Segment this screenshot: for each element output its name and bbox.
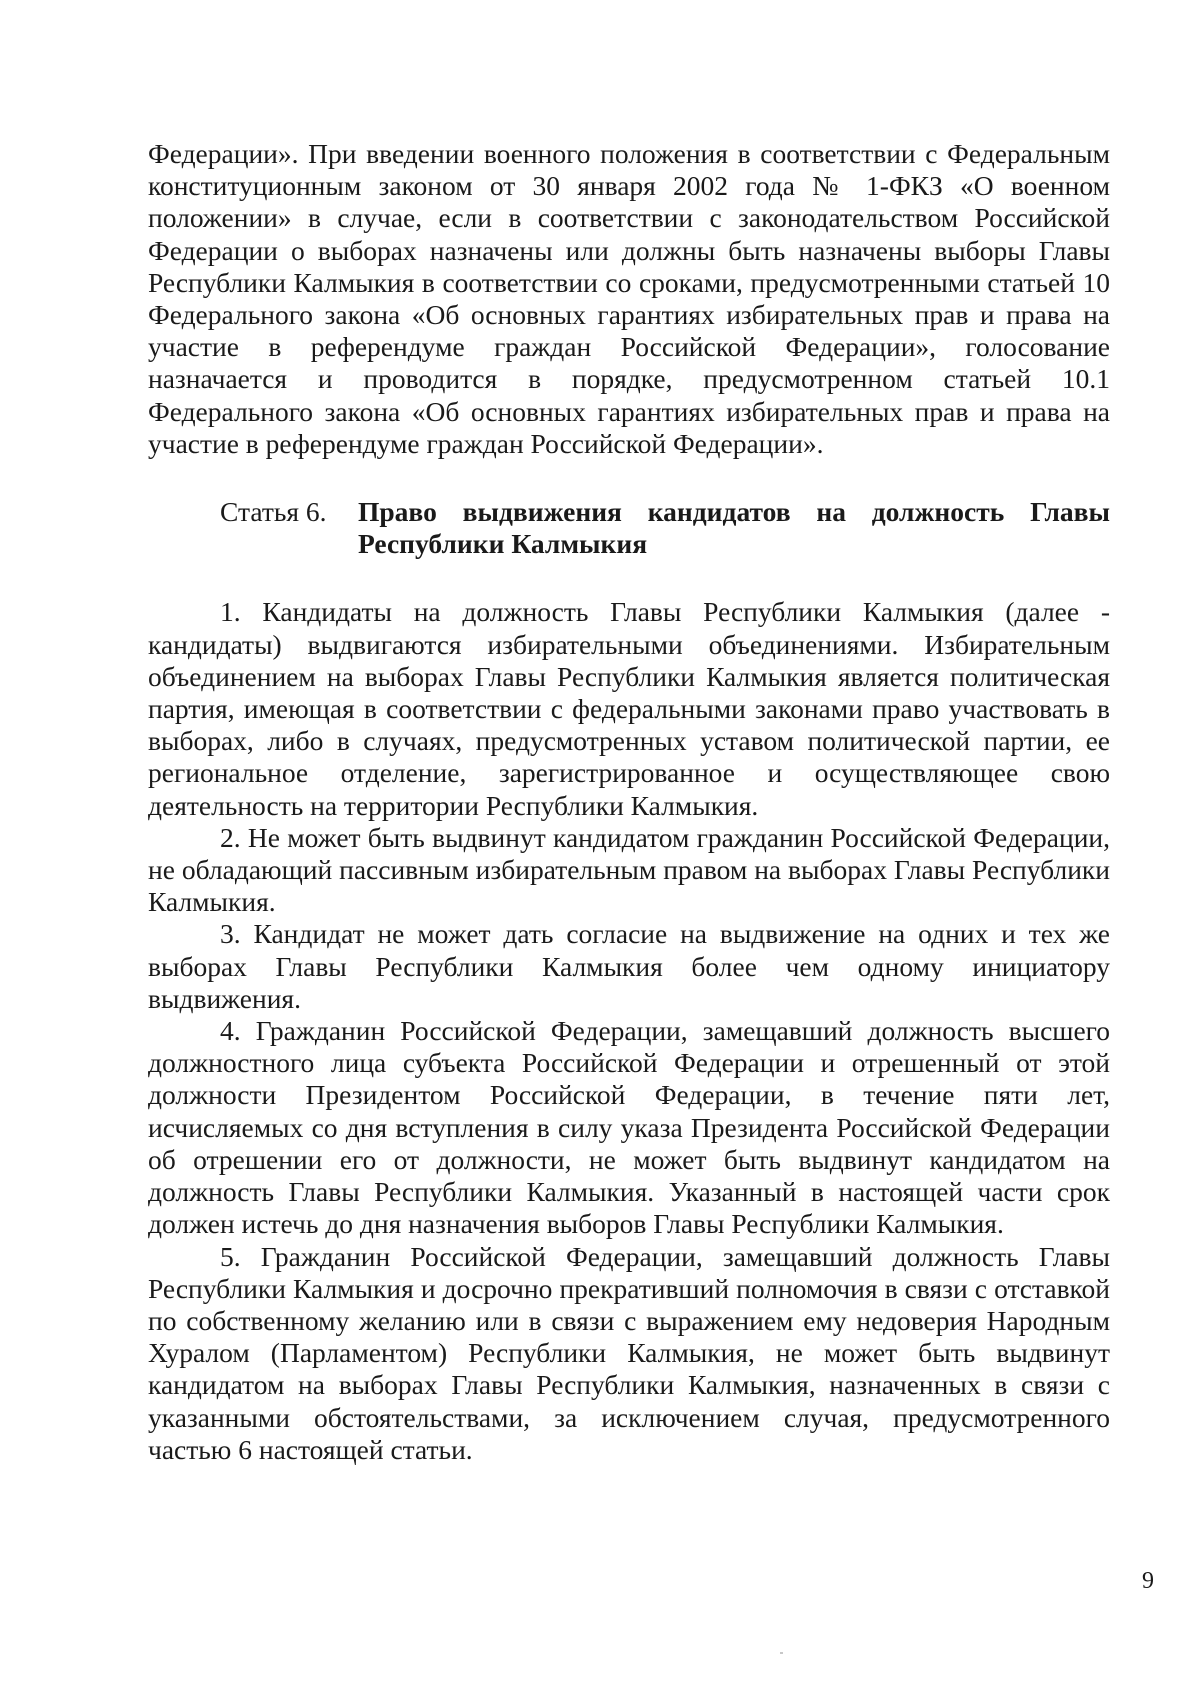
paragraph-4: 4. Гражданин Российской Федерации, замещавший должность высшего должностного лица субъекта Российской Федерации и отрешенный от этой должности Президентом Российской Федерации, в течение пяти лет, исчисляемых со дня вступления в силу указа Президента Российской Федерации об отрешении его от должности, не может быть выдвинут кандидатом на должность Главы Республики Калмыкия. Указанный в настоящей части срок должен истечь до дня назначения выборов Главы Республики Калмыкия. <box>148 1015 1110 1240</box>
page-number: 9 <box>1142 1568 1154 1594</box>
article-heading <box>148 496 1110 560</box>
article-number: Статья 6. <box>220 496 327 528</box>
paragraph-2: 2. Не может быть выдвинут кандидатом гражданин Российской Федерации, не обладающий пассивным избирательным правом на выборах Главы Республики Калмыкия. <box>148 821 1110 918</box>
paragraph-5: 5. Гражданин Российской Федерации, замещавший должность Главы Республики Калмыкия и досрочно прекративший полномочия в связи с отставкой по собственному желанию или в связи с выражением ему недоверия Народным Хуралом (Парламентом) Республики Калмыкия, не может быть выдвинут кандидатом на выборах Главы Республики Калмыкия, назначенных в связи с указанными обстоятельствами, за исключением случая, предусмотренного частью 6 настоящей статьи. <box>148 1240 1110 1465</box>
paragraph-3: 3. Кандидат не может дать согласие на выдвижение на одних и тех же выборах Главы Республики Калмыкия более чем одному инициатору выдвижения. <box>148 918 1110 1014</box>
paragraph-1: 1. Кандидаты на должность Главы Республики Калмыкия (далее - кандидаты) выдвигаются избирательными объединениями. Избирательным объединением на выборах Главы Республики Калмыкия является политическая партия, имеющая в соответствии с федеральными законами право участвовать в выборах, либо в случаях, предусмотренных уставом политической партии, ее региональное отделение, зарегистрированное и осуществляющее свою деятельность на территории Республики Калмыкия. <box>148 596 1110 821</box>
intro-paragraph: Федерации». При введении военного положения в соответствии с Федеральным конституционным законом от 30 января 2002 года № 1-ФКЗ «О военном положении» в случае, если в соответствии с законодательством Российской Федерации о выборах назначены или должны быть назначены выборы Главы Республики Калмыкия в соответствии со сроками, предусмотренными статьей 10 Федерального закона «Об основных гарантиях избирательных прав и права на участие в референдуме граждан Российской Федерации», голосование назначается и проводится в порядке, предусмотренном статьей 10.1 Федерального закона «Об основных гарантиях избирательных прав и права на участие в референдуме граждан Российской Федерации». <box>148 138 1110 459</box>
article-title: Право выдвижения кандидатов на должность Главы Республики Калмыкия <box>358 496 1110 560</box>
scan-artifact <box>780 1652 783 1654</box>
document-body <box>148 138 1110 1466</box>
